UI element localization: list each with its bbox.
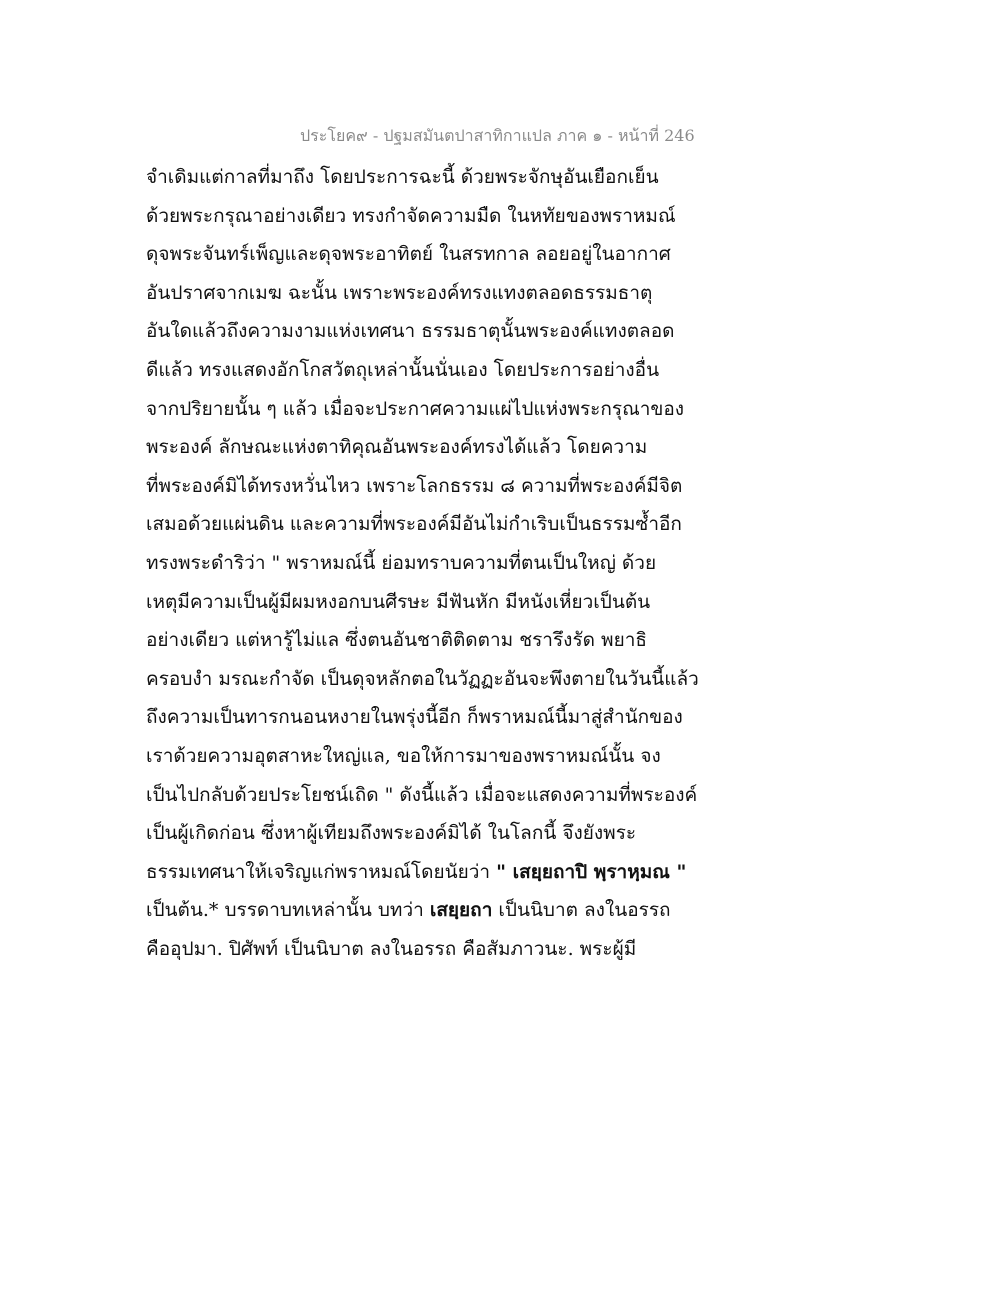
text-line: ถึงความเป็นทารกนอนหงายในพรุ่งนี้อีก ก็พราหมณ์นี้มาสู่สำนักของ xyxy=(146,706,683,729)
text-line: ดีแล้ว ทรงแสดงอักโกสวัตถุเหล่านั้นนั่นเอง โดยประการอย่างอื่น xyxy=(146,358,660,381)
pali-term-bold: เสยฺยถา xyxy=(429,899,493,922)
text-line xyxy=(146,853,716,892)
text-line: จำเดิมแต่กาลที่มาถึง โดยประการฉะนี้ ด้วยพระจักษุอันเยือกเย็น xyxy=(146,166,659,188)
pali-quote-bold: " เสยฺยถาปิ พฺราหฺมณ " xyxy=(496,860,687,883)
text-line: เสมอด้วยแผ่นดิน และความที่พระองค์มีอันไม่กำเริบเป็นธรรมซ้ำอีก xyxy=(146,513,682,536)
text-segment: เป็นต้น.* บรรดาบทเหล่านั้น บทว่า xyxy=(146,899,430,922)
text-line: ดุจพระจันทร์เพ็ญและดุจพระอาทิตย์ ในสรทกาล ลอยอยู่ในอากาศ xyxy=(146,243,671,266)
text-line: จากปริยายนั้น ๆ แล้ว เมื่อจะประกาศความแผ่ไปแห่งพระกรุณาของ xyxy=(146,397,685,420)
text-line: ที่พระองค์มิได้ทรงหวั่นไหว เพราะโลกธรรม ๘ ความที่พระองค์มีจิต xyxy=(146,474,683,497)
text-line xyxy=(146,891,716,930)
text-line: อันปราศจากเมฆ ฉะนั้น เพราะพระองค์ทรงแทงตลอดธรรมธาตุ xyxy=(146,281,653,304)
body-text xyxy=(146,158,716,968)
text-line: ทรงพระดำริว่า " พราหมณ์นี้ ย่อมทราบความที่ตนเป็นใหญ่ ด้วย xyxy=(146,551,657,574)
text-segment: ธรรมเทศนาให้เจริญแก่พราหมณ์โดยนัยว่า xyxy=(146,860,497,883)
text-line: เป็นผู้เกิดก่อน ซึ่งหาผู้เทียมถึงพระองค์มิได้ ในโลกนี้ จึงยังพระ xyxy=(146,822,637,845)
text-line: เราด้วยความอุตสาหะใหญ่แล, ขอให้การมาของพราหมณ์นั้น จง xyxy=(146,744,661,767)
text-line: อย่างเดียว แต่หารู้ไม่แล ซึ่งตนอันชาติติดตาม ชรารึงรัด พยาธิ xyxy=(146,629,647,652)
text-line: เป็นไปกลับด้วยประโยชน์เถิด " ดังนี้แล้ว เมื่อจะแสดงความที่พระองค์ xyxy=(146,783,698,806)
text-line: ด้วยพระกรุณาอย่างเดียว ทรงกำจัดความมืด ในหทัยของพราหมณ์ xyxy=(146,204,676,227)
text-line: เหตุมีความเป็นผู้มีผมหงอกบนศีรษะ มีฟันหัก มีหนังเหี่ยวเป็นต้น xyxy=(146,590,651,613)
running-header: ประโยค๙ - ปฐมสมันตปาสาทิกาแปล ภาค ๑ - หน้าที่ 246 xyxy=(300,126,695,145)
text-line: อันใดแล้วถึงความงามแห่งเทศนา ธรรมธาตุนั้นพระองค์แทงตลอด xyxy=(146,320,675,343)
text-segment: เป็นนิบาต ลงในอรรถ xyxy=(492,899,671,922)
text-line: พระองค์ ลักษณะแห่งตาทิคุณอันพระองค์ทรงได้แล้ว โดยความ xyxy=(146,436,648,459)
text-line: คืออุปมา. ปิศัพท์ เป็นนิบาต ลงในอรรถ คือสัมภาวนะ. พระผู้มี xyxy=(146,937,637,960)
text-line: ครอบงำ มรณะกำจัด เป็นดุจหลักตอในวัฏฏะอันจะพึงตายในวันนี้แล้ว xyxy=(146,667,699,690)
